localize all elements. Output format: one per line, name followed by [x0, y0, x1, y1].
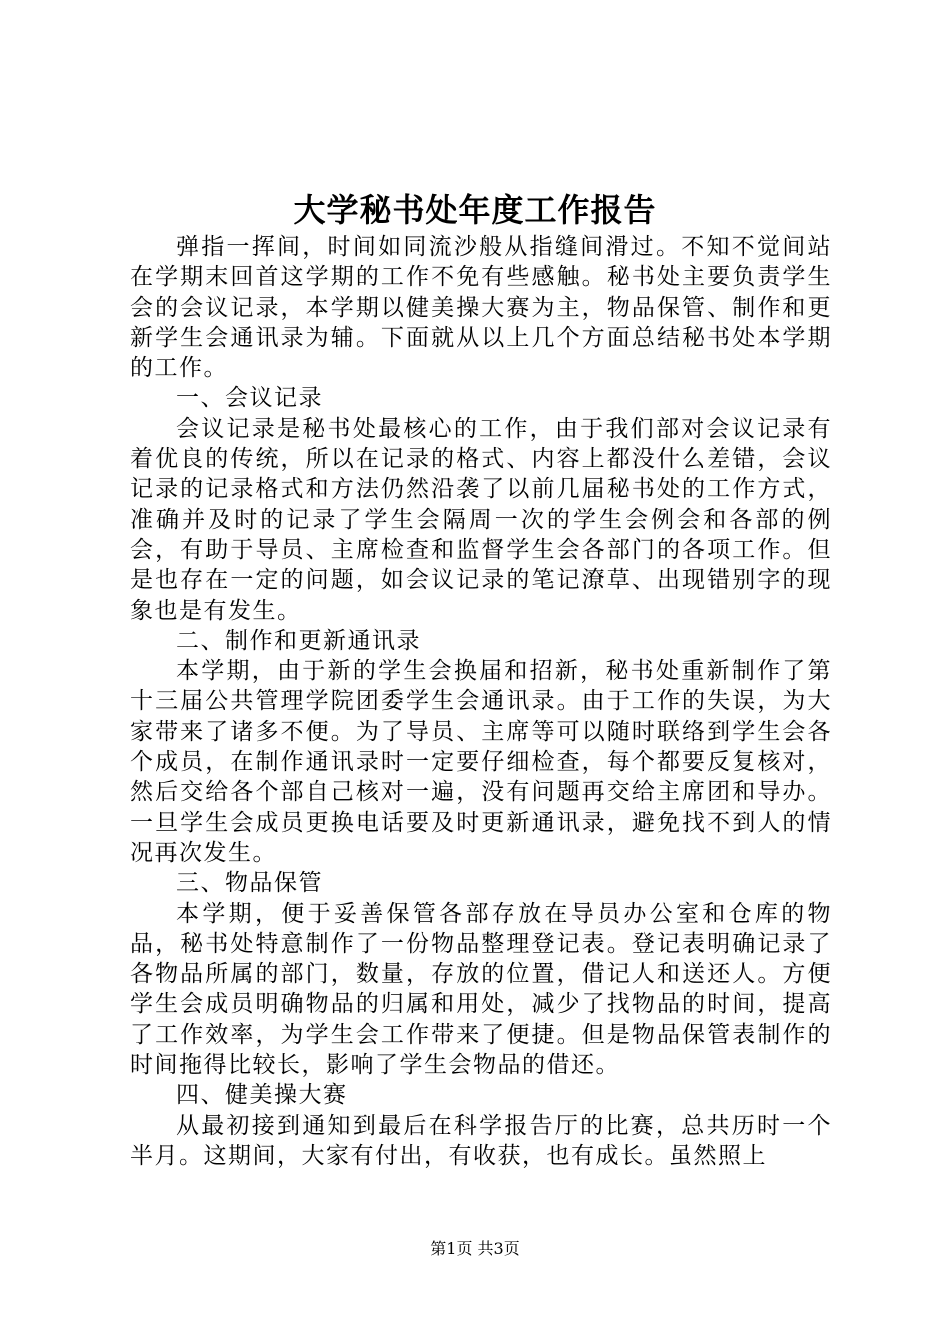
section-paragraph-contact-list: 本学期，由于新的学生会换届和招新，秘书处重新制作了第十三届公共管理学院团委学生会通讯录。由于工作的失误，为大家带来了诸多不便。为了导员、主席等可以随时联络到学生会各个成员，在制作通讯录时一定要仔细检查，每个都要反复核对，然后交给各个部自己核对一遍，没有问题再交给主席团和导办。一旦学生会成员更换电话要及时更新通讯录，避免找不到人的情况再次发生。 — [130, 658, 832, 866]
section-heading-contact-list: 二、制作和更新通讯录 — [176, 627, 421, 654]
section-heading-item-storage: 三、物品保管 — [176, 870, 323, 897]
page-number-footer: 第1页 共3页 — [430, 1239, 520, 1258]
page-title: 大学秘书处年度工作报告 — [293, 191, 657, 229]
section-heading-aerobics-contest: 四、健美操大赛 — [176, 1082, 348, 1109]
section-paragraph-aerobics-contest: 从最初接到通知到最后在科学报告厅的比赛，总共历时一个半月。这期间，大家有付出，有收获，也有成长。虽然照上 — [130, 1112, 832, 1169]
section-paragraph-meeting-records: 会议记录是秘书处最核心的工作，由于我们部对会议记录有着优良的传统，所以在记录的格式、内容上都没什么差错，会议记录的记录格式和方法仍然沿袭了以前几届秘书处的工作方式，准确并及时的记录了学生会隔周一次的学生会例会和各部的例会，有助于导员、主席检查和监督学生会各部门的各项工作。但是也存在一定的问题，如会议记录的笔记潦草、出现错别字的现象也是有发生。 — [130, 415, 832, 624]
section-paragraph-item-storage: 本学期，便于妥善保管各部存放在导员办公室和仓库的物品，秘书处特意制作了一份物品整理登记表。登记表明确记录了各物品所属的部门，数量，存放的位置，借记人和送还人。方便学生会成员明确物品的归属和用处，减少了找物品的时间，提高了工作效率，为学生会工作带来了便捷。但是物品保管表制作的时间拖得比较长，影响了学生会物品的借还。 — [130, 900, 832, 1079]
intro-paragraph: 弹指一挥间，时间如同流沙般从指缝间滑过。不知不觉间站在学期末回首这学期的工作不免有些感触。秘书处主要负责学生会的会议记录，本学期以健美操大赛为主，物品保管、制作和更新学生会通讯录为辅。下面就从以上几个方面总结秘书处本学期的工作。 — [130, 234, 832, 382]
document-body — [130, 232, 832, 1171]
section-heading-meeting-records: 一、会议记录 — [176, 385, 323, 412]
